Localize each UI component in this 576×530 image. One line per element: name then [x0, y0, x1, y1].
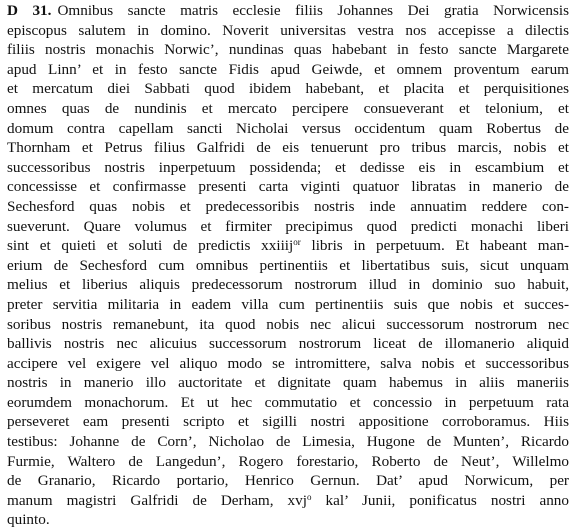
text-line: testibus: Johanne de Corn’, Nicholao de Limesia, Hugone de Munten’, Ricardo [7, 433, 569, 451]
text-line: filiis nostris monachis Norwic’, nundinas quas habebant in festo sancte Margarete [7, 41, 569, 59]
superscript: or [293, 237, 301, 248]
document-reference: D 31. [7, 2, 52, 19]
text-line: apud Linn’ et in festo sancte Fidis apud Geiwde, et omnem proventum earum [7, 60, 569, 78]
text-line: nostris in manerio illo auctoritate et dignitate quam habemus in aliis maneriis [7, 374, 569, 392]
text-line: de Granario, Ricardo portario, Henrico Gernun. Dat’ apud Norwicum, per [7, 472, 569, 490]
text-line: et mercatum diei Sabbati quod ibidem habebant, et placita et perquisitiones [7, 80, 569, 98]
superscript: o [306, 491, 312, 502]
text-line: sueverunt. Quare volumus et firmiter precipimus quod predicti monachi liberi [7, 217, 569, 235]
text-line: accipere vel exigere vel aliquo modo se intromittere, salva nobis et successoribus [7, 354, 569, 372]
text-line: ballivis nostris nec alicuius successorum nostrorum liceat de illomanerio aliquid [7, 335, 569, 353]
text-line: domum contra capellam sancti Nicholai versus occidentum quam Robertus de [7, 119, 569, 137]
text-line: manum magistri Galfridi de Derham, xvj$^o$ kal’ Junii, ponificatus nostri anno [7, 491, 569, 509]
text-line: successoribus nostris inperpetuum possidenda; et dedisse eis in escambium et [7, 158, 569, 176]
text-line: melius et liberius aliquis predecessorum nostrorum illud in dominio suo habuit, [7, 276, 569, 294]
text-line: Thornham et Petrus filius Galfridi de eis tenuerunt pro tribus marcis, nobis et [7, 139, 569, 157]
charter-text [7, 1, 569, 530]
text-line: erium de Sechesford cum omnibus pertinentiis et libertatibus suis, sicut unquam [7, 256, 569, 274]
text-line: D 31. Omnibus sancte matris ecclesie filiis Johannes Dei gratia Norwicensis [7, 2, 569, 19]
text-line: perseveret eam presenti scripto et sigilli nostri appositione corroboramus. Hiis [7, 413, 569, 431]
text-line: sint et quieti et soluti de predictis xxiiij$^{or}$ libris in perpetuum. Et habeant man- [7, 237, 569, 255]
text-line: concessisse et confirmasse presenti carta viginti quatuor libratas in manerio de [7, 178, 569, 196]
text-line: Sechesford quas nobis et predecessoribis nostris inde annuatim reddere con- [7, 197, 569, 215]
text-line: omnes quas de nundinis et mercato percipere consueverant et telonium, et [7, 99, 569, 117]
text-line: episcopus salutem in domino. Noverit universitas vestra nos accepisse a dilectis [7, 21, 569, 39]
text-line: Furmie, Waltero de Langedun’, Rogero forestario, Roberto de Neut’, Willelmo [7, 452, 569, 470]
text-line: quinto. [7, 511, 50, 529]
text-line: eorumdem monachorum. Et ut hec commutatio et concessio in perpetuum rata [7, 393, 569, 411]
text-line: soribus nostris remanebunt, ita quod nobis nec alicui successorum nostrorum nec [7, 315, 569, 333]
text-line: preter servitia militaria in eadem villa cum pertinentiis suis que nobis et succes- [7, 295, 569, 313]
